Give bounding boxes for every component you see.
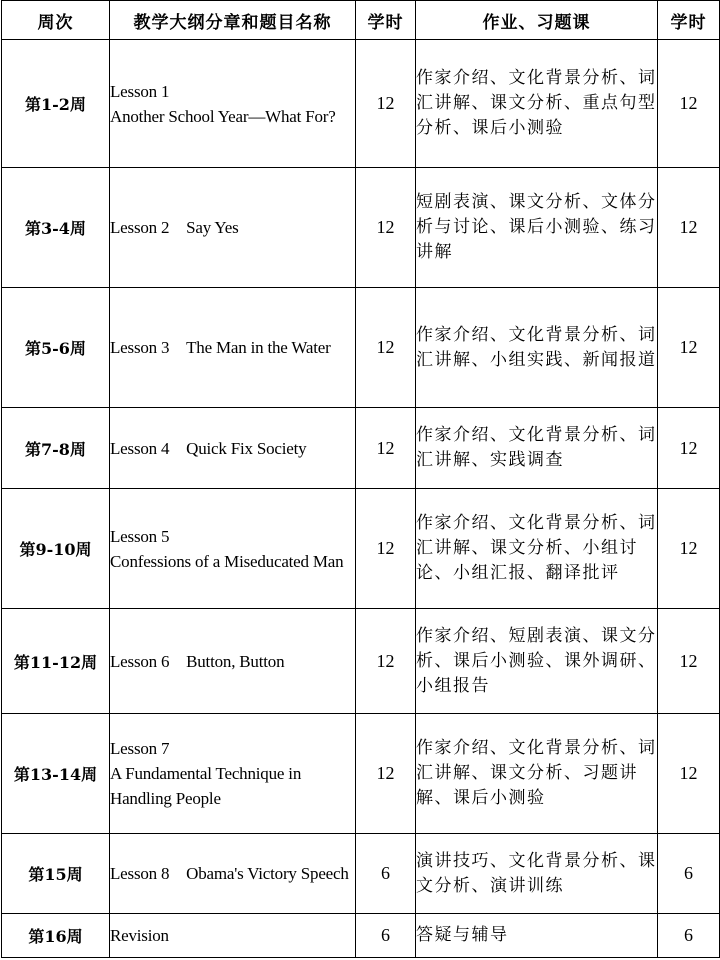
course-schedule-table <box>1 0 720 958</box>
table-row <box>2 408 720 489</box>
homework-hours-cell: 12 <box>658 408 720 489</box>
homework-cell: 作家介绍、文化背景分析、词汇讲解、课文分析、习题讲解、课后小测验 <box>416 714 658 834</box>
lesson-title: Lesson 3 The Man in the Water <box>110 338 331 357</box>
hours-cell: 12 <box>356 408 416 489</box>
lesson-cell <box>110 714 356 834</box>
lesson-title: Lesson 1 <box>110 81 170 101</box>
lesson-cell <box>110 834 356 914</box>
homework-hours-cell: 6 <box>658 914 720 958</box>
table-row <box>2 914 720 958</box>
homework-cell: 演讲技巧、文化背景分析、课文分析、演讲训练 <box>416 834 658 914</box>
lesson-title: Lesson 6 Button, Button <box>110 651 285 671</box>
homework-hours-cell: 12 <box>658 489 720 609</box>
lesson-title: Lesson 5 <box>110 526 170 546</box>
lesson-subtitle: Another School Year—What For? <box>110 106 336 126</box>
header-hw-hours: 学时 <box>658 1 720 40</box>
homework-hours-cell: 12 <box>658 168 720 288</box>
week-cell: 第3-4周 <box>2 168 110 288</box>
header-homework: 作业、习题课 <box>416 1 658 40</box>
table-row <box>2 714 720 834</box>
header-row <box>2 1 720 40</box>
week-cell: 第7-8周 <box>2 408 110 489</box>
lesson-cell <box>110 914 356 958</box>
hours-cell: 12 <box>356 40 416 168</box>
week-cell: 第5-6周 <box>2 288 110 408</box>
hours-cell: 12 <box>356 609 416 714</box>
table-row <box>2 609 720 714</box>
hours-cell: 6 <box>356 834 416 914</box>
lesson-title: Revision <box>110 926 169 945</box>
homework-cell: 作家介绍、文化背景分析、词汇讲解、课文分析、重点句型分析、课后小测验 <box>416 40 658 168</box>
hours-cell: 12 <box>356 714 416 834</box>
homework-cell: 短剧表演、课文分析、文体分析与讨论、课后小测验、练习讲解 <box>416 168 658 288</box>
homework-hours-cell: 6 <box>658 834 720 914</box>
table-row <box>2 489 720 609</box>
lesson-subtitle: A Fundamental Technique in Handling People <box>110 764 302 808</box>
header-week: 周次 <box>2 1 110 40</box>
hours-cell: 12 <box>356 288 416 408</box>
homework-cell: 作家介绍、短剧表演、课文分析、课后小测验、课外调研、小组报告 <box>416 609 658 714</box>
lesson-cell <box>110 40 356 168</box>
week-cell: 第9-10周 <box>2 489 110 609</box>
table-row <box>2 834 720 914</box>
homework-hours-cell: 12 <box>658 40 720 168</box>
lesson-cell <box>110 168 356 288</box>
lesson-title: Lesson 2 Say Yes <box>110 218 239 237</box>
week-cell: 第15周 <box>2 834 110 914</box>
header-hours: 学时 <box>356 1 416 40</box>
homework-hours-cell: 12 <box>658 714 720 834</box>
lesson-cell <box>110 489 356 609</box>
hours-cell: 6 <box>356 914 416 958</box>
lesson-subtitle: Confessions of a Miseducated Man <box>110 551 344 571</box>
hours-cell: 12 <box>356 489 416 609</box>
table-row <box>2 40 720 168</box>
homework-cell: 作家介绍、文化背景分析、词汇讲解、实践调查 <box>416 408 658 489</box>
homework-cell: 答疑与辅导 <box>416 914 658 958</box>
lesson-cell <box>110 288 356 408</box>
lesson-title: Lesson 8 Obama's Victory Speech <box>110 864 349 883</box>
table-row <box>2 288 720 408</box>
header-syllabus: 教学大纲分章和题目名称 <box>110 1 356 40</box>
week-cell: 第1-2周 <box>2 40 110 168</box>
homework-cell: 作家介绍、文化背景分析、词汇讲解、小组实践、新闻报道 <box>416 288 658 408</box>
homework-hours-cell: 12 <box>658 609 720 714</box>
week-cell: 第13-14周 <box>2 714 110 834</box>
week-cell: 第11-12周 <box>2 609 110 714</box>
homework-cell: 作家介绍、文化背景分析、词汇讲解、课文分析、小组讨论、小组汇报、翻译批评 <box>416 489 658 609</box>
hours-cell: 12 <box>356 168 416 288</box>
week-cell: 第16周 <box>2 914 110 958</box>
lesson-title: Lesson 4 Quick Fix Society <box>110 438 307 458</box>
homework-hours-cell: 12 <box>658 288 720 408</box>
lesson-cell <box>110 408 356 489</box>
table-row <box>2 168 720 288</box>
lesson-cell <box>110 609 356 714</box>
lesson-title: Lesson 7 <box>110 739 170 758</box>
